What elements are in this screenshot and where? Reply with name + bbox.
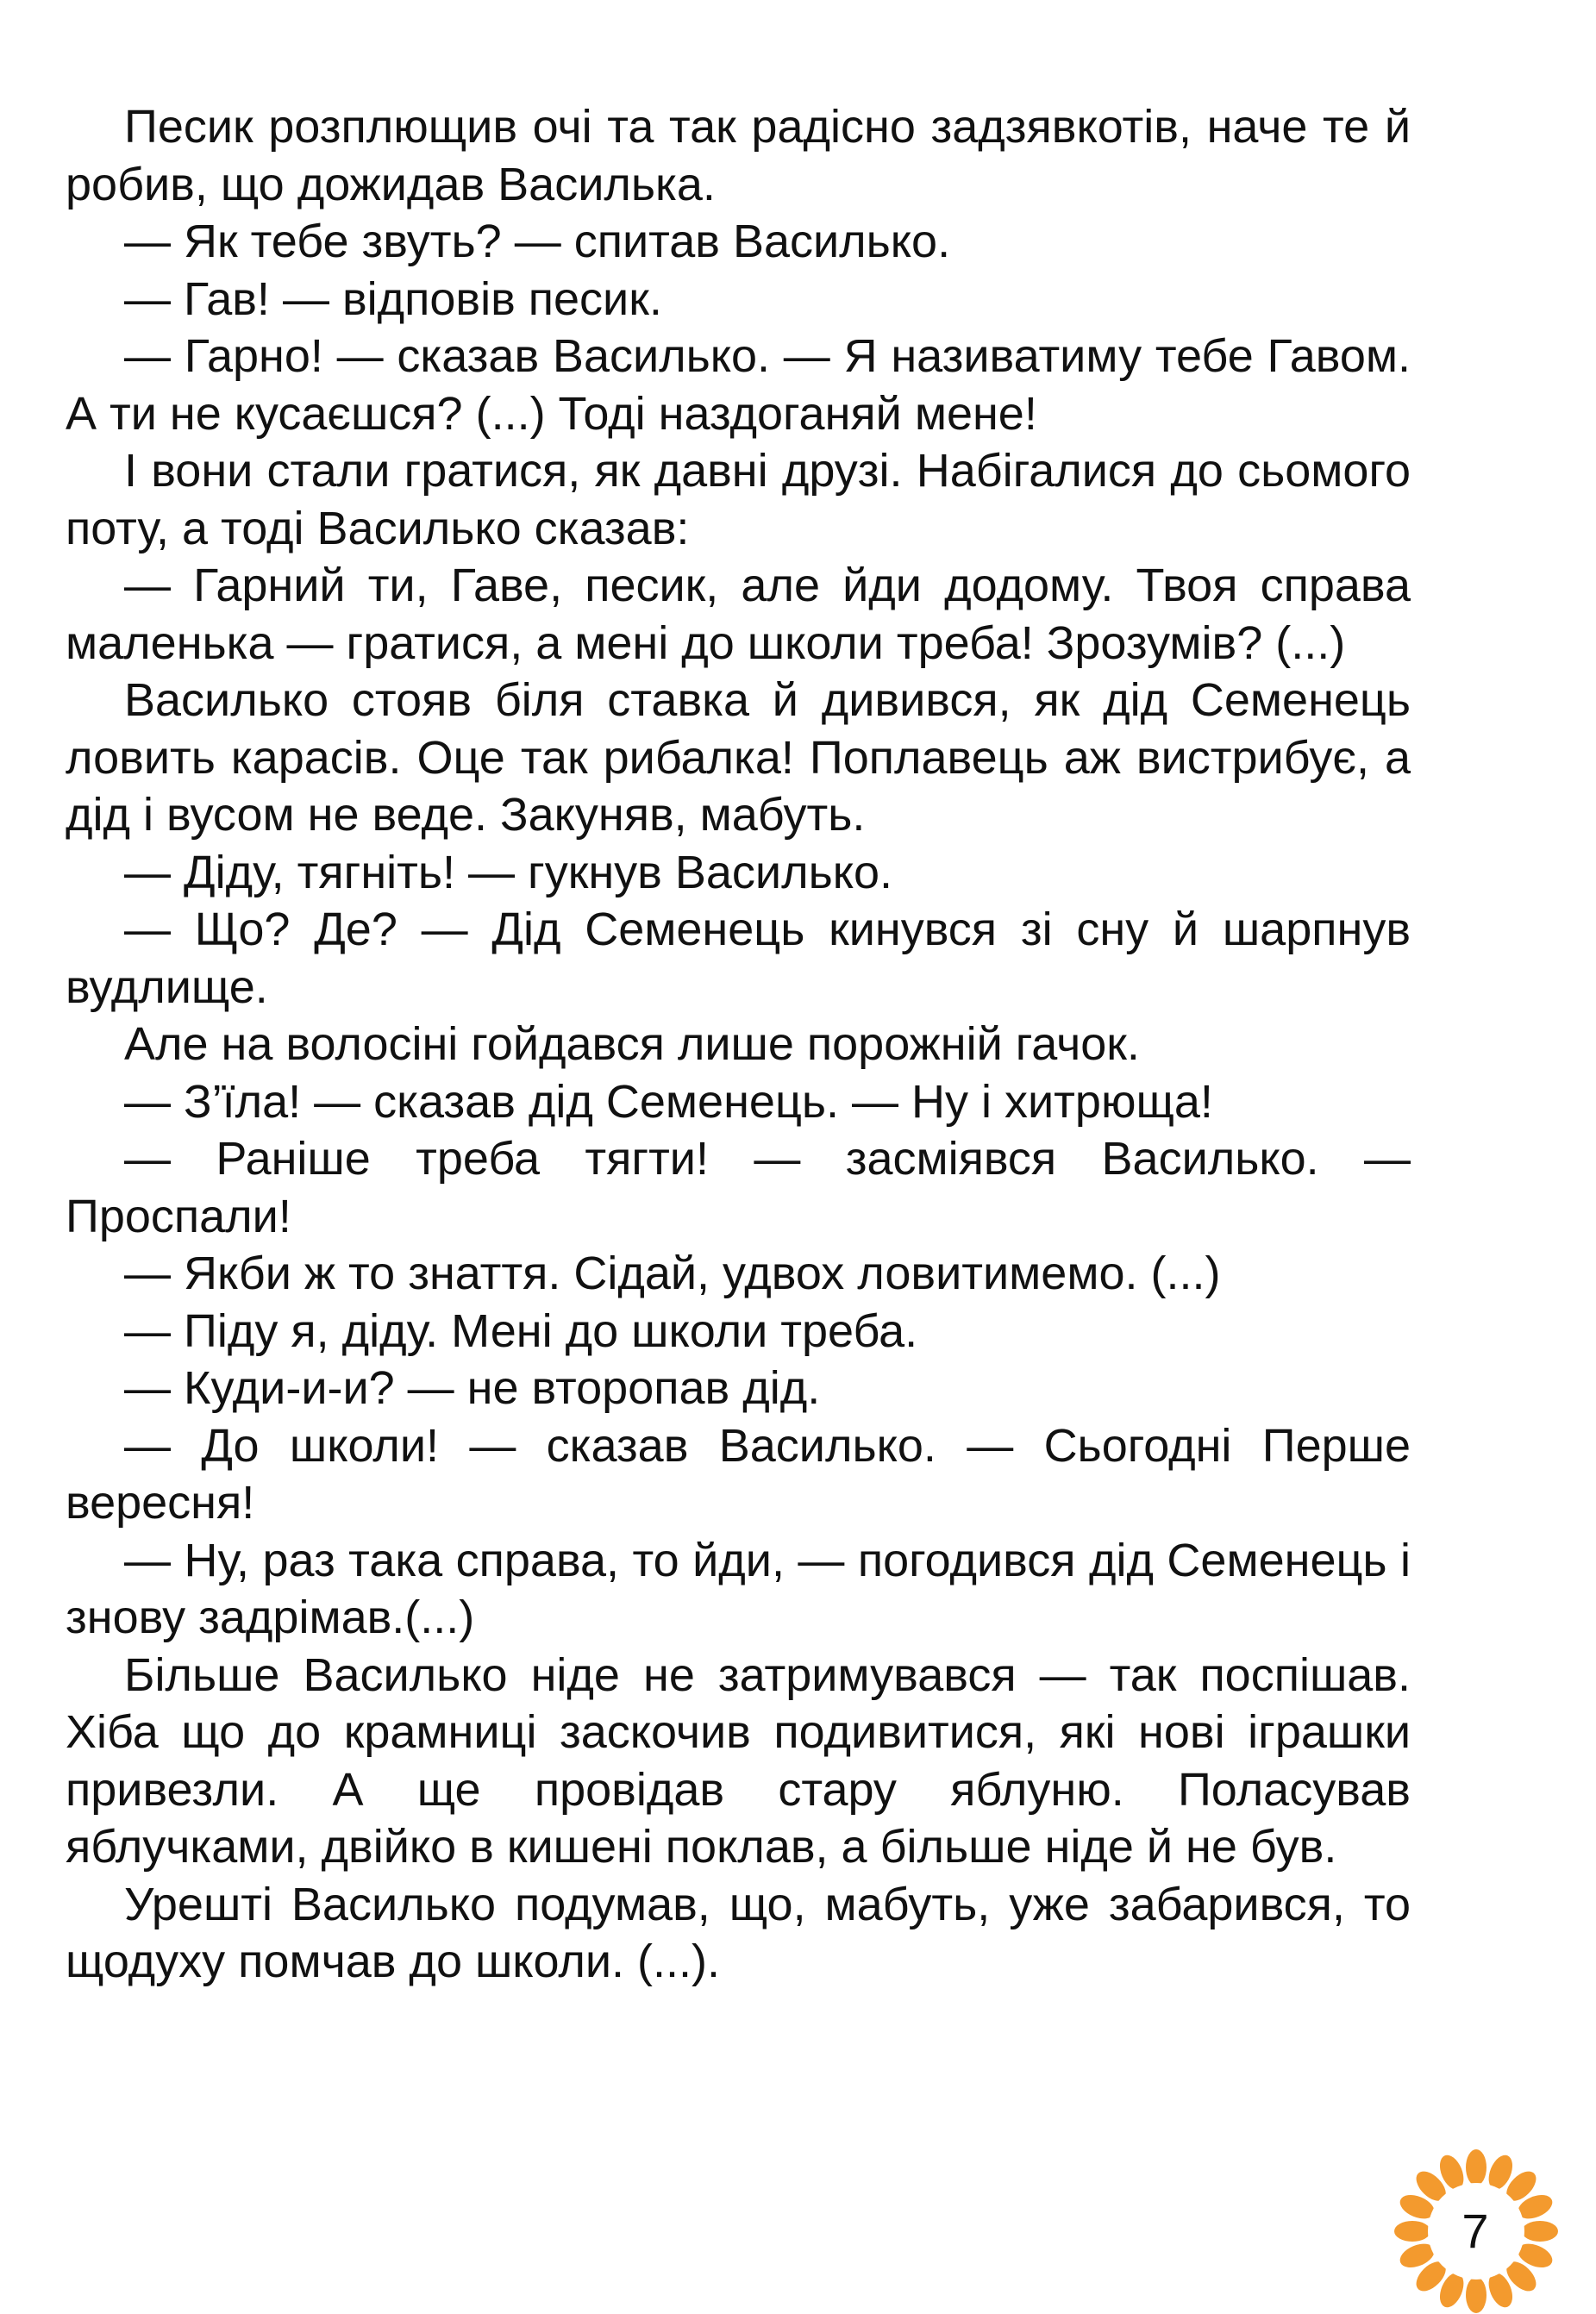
sun-petal (1522, 2221, 1558, 2242)
paragraph-16: — До школи! — сказав Василько. — Сьогодні Перше вересня! (66, 1419, 1411, 1529)
paragraph-17: — Ну, раз така справа, то йди, — погодився дід Семенець і знову задрімав.(...) (66, 1534, 1411, 1643)
paragraph-19: Урешті Василько подумав, що, мабуть, уже забарився, то щодуху помчав до школи. (...). (66, 1878, 1411, 1987)
sun-petal (1466, 2149, 1486, 2186)
paragraph-9: — Що? Де? — Дід Семенець кинувся зі сну й шарпнув вудлище. (66, 904, 1411, 1013)
paragraph-4: — Гарно! — сказав Василько. — Я називатиму тебе Гавом. А ти не кусаєшся? (...) Тоді наздоганяй мене! (66, 330, 1411, 440)
paragraph-18: Більше Василько ніде не затримувався — так поспішав. Хіба що до крамниці заскочив подивитися, які нові іграшки привезли. А ще провідав стару яблуню. Поласував яблучками, двійко в кишені поклав, а більше ніде й не був. (66, 1648, 1411, 1873)
story-text (66, 98, 1411, 1991)
page-number: 7 (1461, 2204, 1489, 2258)
paragraph-14: — Піду я, діду. Мені до школи треба. (124, 1304, 918, 1357)
paragraph-12: — Раніше треба тягти! — засміявся Василько. — Проспали! (66, 1133, 1411, 1242)
paragraph-3: — Гав! — відповів песик. (124, 272, 662, 325)
paragraph-2: — Як тебе звуть? — спитав Василько. (124, 216, 951, 267)
paragraph-15: — Куди-и-и? — не второпав дід. (124, 1362, 821, 1414)
paragraph-6: — Гарний ти, Гаве, песик, але йди додому. Твоя справа маленька — гратися, а мені до школи треба! Зрозумів? (...) (66, 560, 1411, 669)
paragraph-10: Але на волосіні гойдався лише порожній гачок. (124, 1018, 1140, 1070)
paragraph-8: — Діду, тягніть! — гукнув Василько. (124, 846, 892, 898)
paragraph-13: — Якби ж то знаття. Сідай, удвох ловитимемо. (...) (124, 1248, 1221, 1299)
paragraph-5: І вони стали гратися, як давні друзі. Набігалися до сьомого поту, а тоді Василько сказав: (66, 445, 1411, 554)
sun-petal (1466, 2277, 1486, 2313)
paragraph-7: Василько стояв біля ставка й дивився, як дід Семенець ловить карасів. Оце так рибалка! Поплавець аж вистрибує, а дід і вусом не веде. Закуняв, мабуть. (66, 674, 1411, 841)
paragraph-1: Песик розплющив очі та так радісно задзявкотів, наче те й робив, що дожидав Василька. (66, 101, 1411, 210)
paragraph-11: — З’їла! — сказав дід Семенець. — Ну і хитрюща! (124, 1075, 1213, 1128)
sun-petal (1394, 2221, 1430, 2242)
